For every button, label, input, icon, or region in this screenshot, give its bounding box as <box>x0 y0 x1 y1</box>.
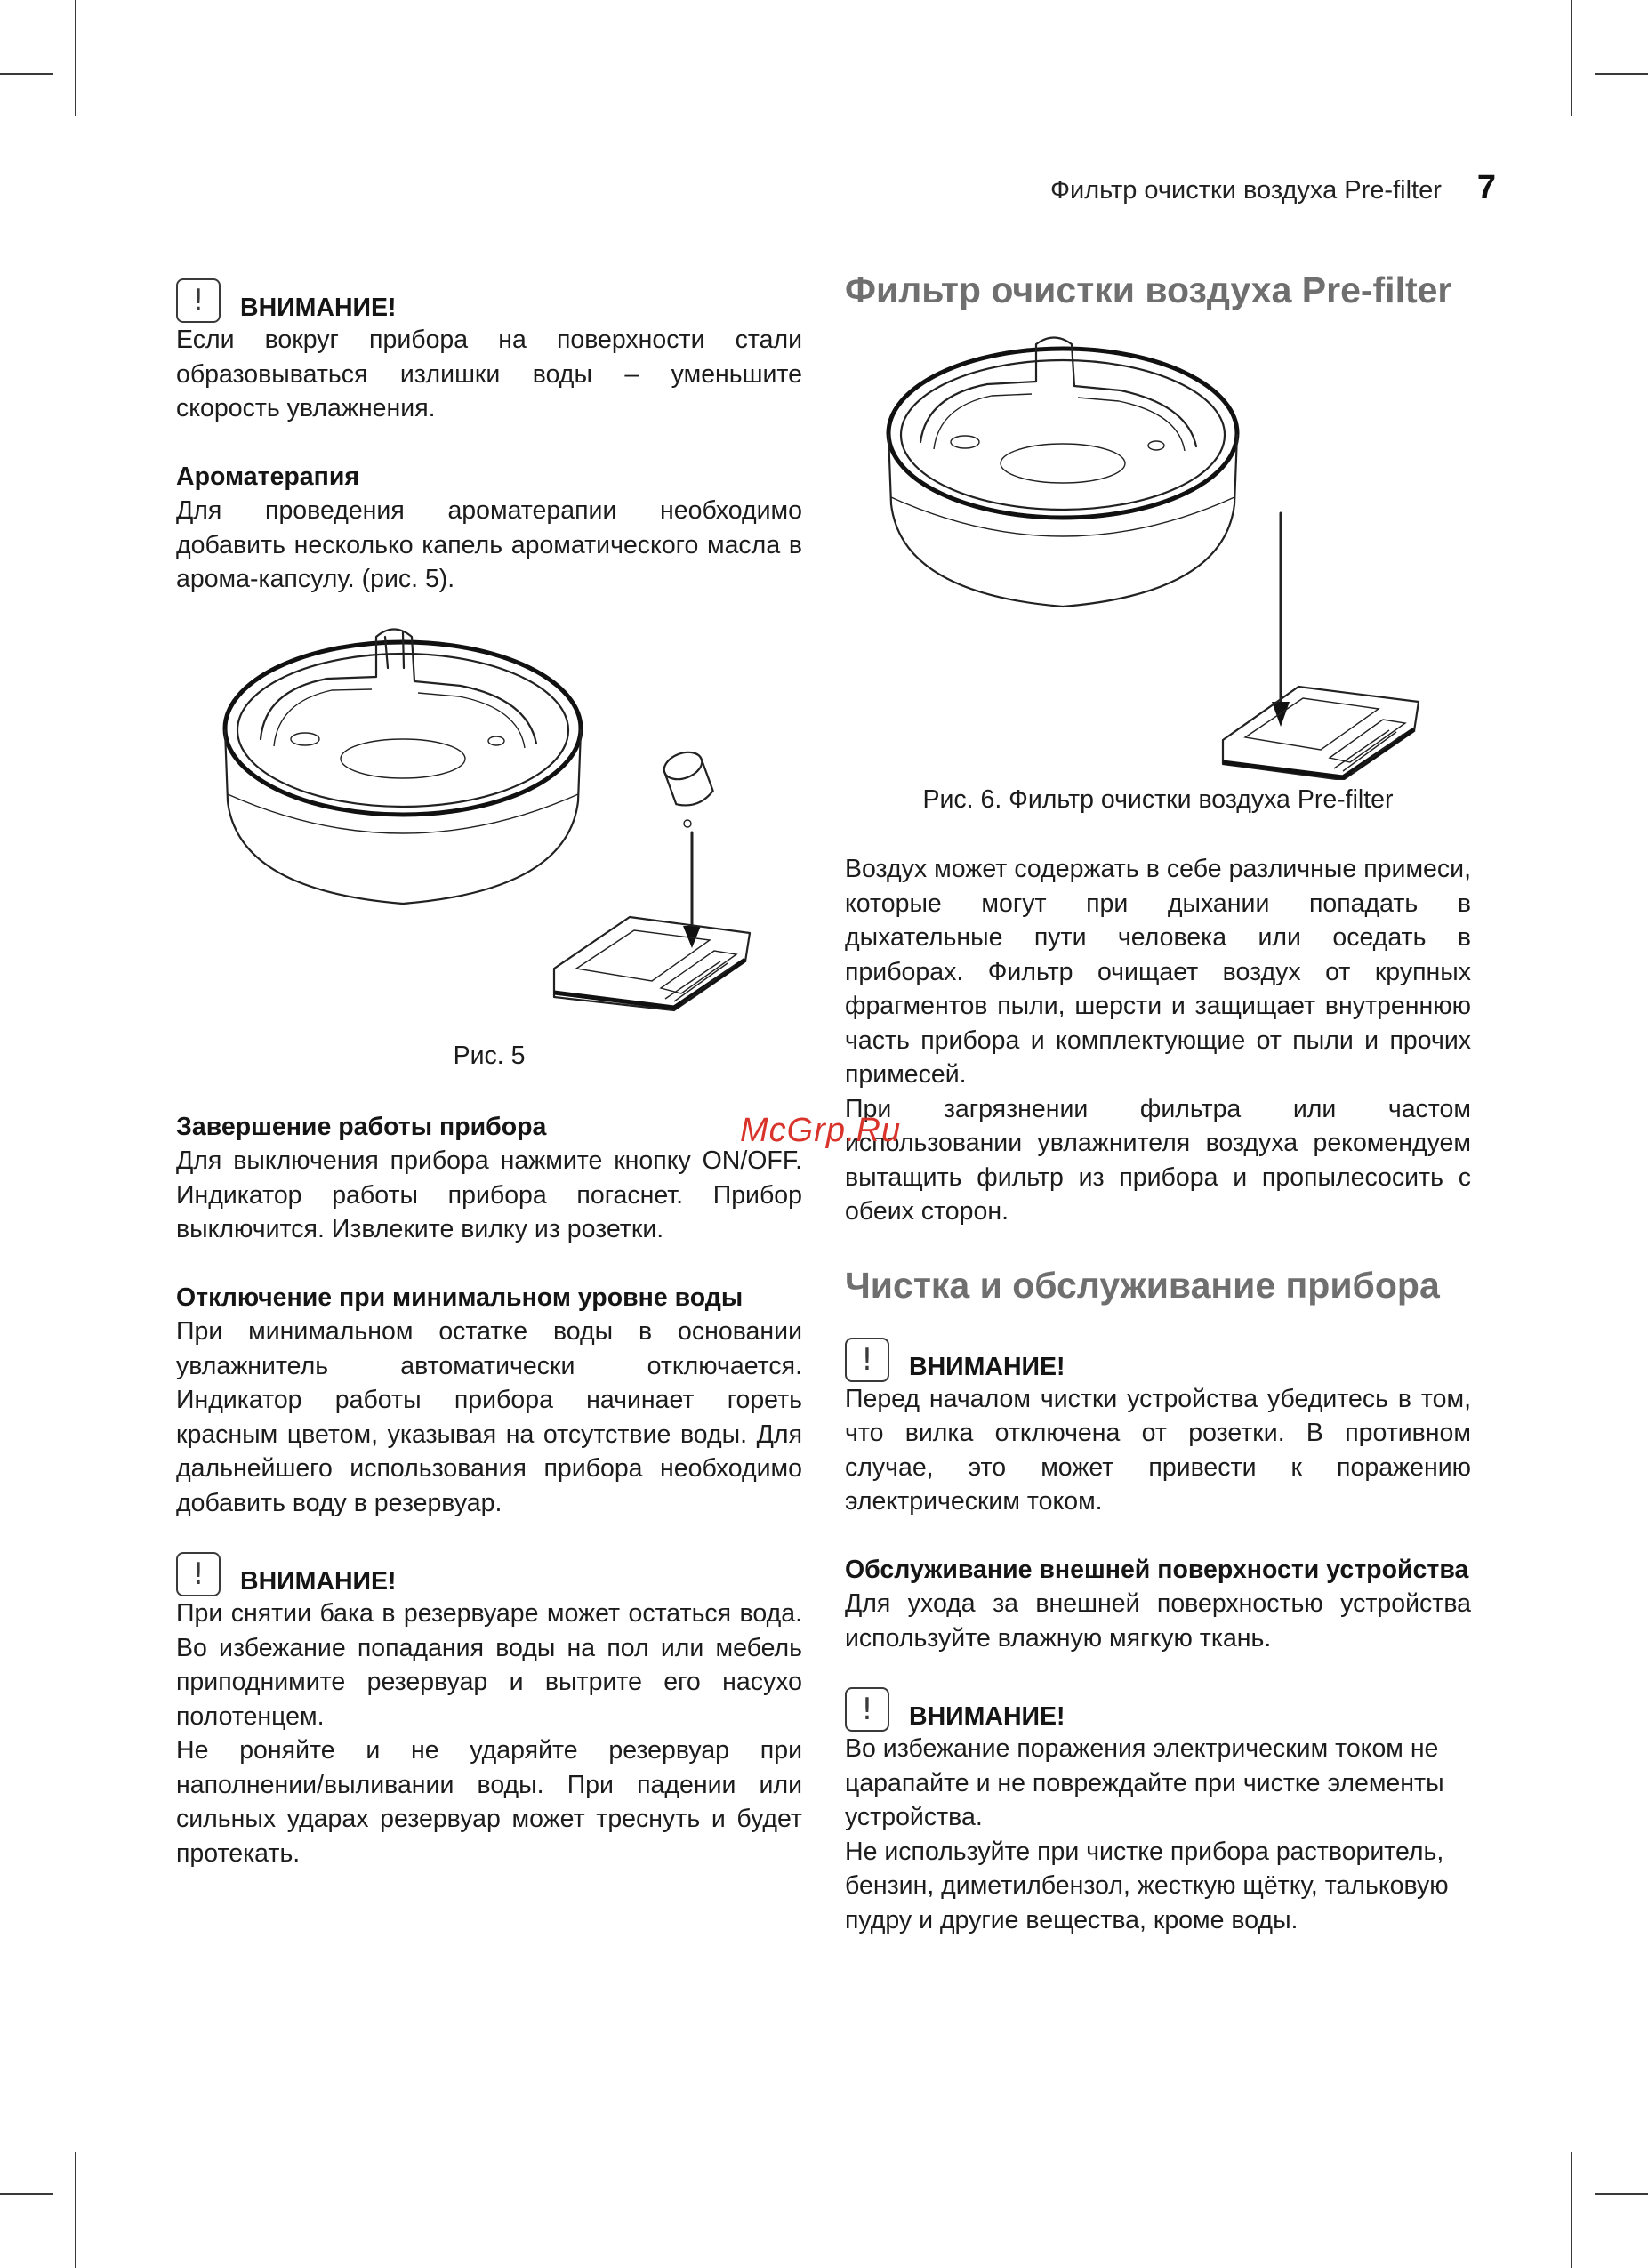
shutdown-text: Для выключения прибора нажмите кнопку ON/OFF. Индикатор работы прибора погаснет. Прибор выключится. Извлеките вилку из розетки. <box>176 1146 802 1243</box>
warning-text: При снятии бака в резервуаре может остаться вода. Во избежание попадания воды на пол или мебель приподнимите резервуар и вытрите его насухо полотенцем. <box>176 1599 802 1731</box>
humidifier-base-aroma-illustration <box>176 597 802 1042</box>
cleaning-section-title: Чистка и обслуживание прибора <box>845 1264 1440 1306</box>
figure-6 <box>845 335 1471 780</box>
crop-mark <box>75 2152 76 2268</box>
warning-heading <box>176 1545 802 1596</box>
warning-icon: ! <box>845 1338 889 1382</box>
prefilter-text: При загрязнении фильтра или частом использовании увлажнителя воздуха рекомендуем вытащить фильтр из прибора и пропылесосить с обеих сторон. <box>845 1094 1471 1226</box>
warning-icon: ! <box>176 1552 221 1596</box>
watermark: McGrp.Ru <box>740 1112 902 1149</box>
low-water-text: При минимальном остатке воды в основании увлажнитель автоматически отключается. Индикатор работы прибора начинает гореть красным цветом, указывая на отсутствие воды. Для дальнейшего использования прибора необходимо добавить воду в резервуар. <box>176 1317 802 1517</box>
warning-text: Не роняйте и не ударяйте резервуар при наполнении/выливании воды. При падении или сильных ударах резервуар может треснуть и будет протекать. <box>176 1736 802 1868</box>
surface-care-text: Для ухода за внешней поверхностью устройства используйте влажную мягкую ткань. <box>845 1589 1471 1653</box>
aromatherapy-heading: Ароматерапия <box>176 462 360 491</box>
crop-mark <box>1571 0 1572 116</box>
crop-mark <box>1571 2152 1572 2268</box>
aromatherapy-text: Для проведения ароматерапии необходимо добавить несколько капель ароматического масла в арома-капсулу. (рис. 5). <box>176 496 802 593</box>
warning-text: Если вокруг прибора на поверхности стали образовываться излишки воды – уменьшите скорость увлажнения. <box>176 326 802 422</box>
warning-label: ВНИМАНИЕ! <box>240 294 397 322</box>
right-column <box>845 271 1471 1937</box>
warning-icon: ! <box>176 278 221 323</box>
running-title: Фильтр очистки воздуха Pre-filter <box>1049 176 1442 205</box>
running-header <box>1050 169 1496 207</box>
warning-icon: ! <box>845 1687 889 1732</box>
prefilter-insertion-illustration <box>845 335 1471 780</box>
warning-text: Не используйте при чистке прибора растворитель, бензин, диметилбензол, жесткую щётку, тальковую пудру и другие вещества, кроме воды. <box>845 1837 1449 1934</box>
surface-care-heading: Обслуживание внешней поверхности устройства <box>845 1555 1469 1584</box>
crop-mark <box>1595 2193 1648 2195</box>
crop-mark <box>0 73 53 75</box>
page-number: 7 <box>1476 169 1496 206</box>
warning-heading <box>845 1680 1471 1732</box>
figure-5 <box>176 597 802 1042</box>
warning-label: ВНИМАНИЕ! <box>909 1352 1065 1381</box>
prefilter-text: Воздух может содержать в себе различные примеси, которые могут при дыхании попадать в дыхательные пути человека или оседать в приборах. Фильтр очищает воздух от крупных фрагментов пыли, шерсти и защищает внутреннюю часть прибора и комплектующие от пыли и прочих примесей. <box>845 855 1471 1089</box>
crop-mark <box>0 2193 53 2195</box>
warning-text: Во избежание поражения электрическим током не царапайте и не повреждайте при чистке элементы устройства. <box>845 1734 1444 1831</box>
shutdown-heading: Завершение работы прибора <box>176 1112 547 1141</box>
crop-mark <box>75 0 76 116</box>
warning-label: ВНИМАНИЕ! <box>240 1567 397 1596</box>
figure-6-caption: Рис. 6. Фильтр очистки воздуха Pre-filter <box>922 785 1394 814</box>
warning-label: ВНИМАНИЕ! <box>909 1702 1065 1731</box>
prefilter-section-title: Фильтр очистки воздуха Pre-filter <box>845 269 1452 310</box>
figure-5-caption: Рис. 5 <box>453 1041 526 1070</box>
left-column <box>176 271 802 1870</box>
warning-text: Перед началом чистки устройства убедитесь в том, что вилка отключена от розетки. В противном случае, это может привести к поражению электрическим током. <box>845 1384 1471 1516</box>
low-water-heading: Отключение при минимальном уровне воды <box>176 1283 744 1312</box>
warning-heading <box>176 271 802 323</box>
crop-mark <box>1595 73 1648 75</box>
warning-heading <box>845 1331 1471 1382</box>
